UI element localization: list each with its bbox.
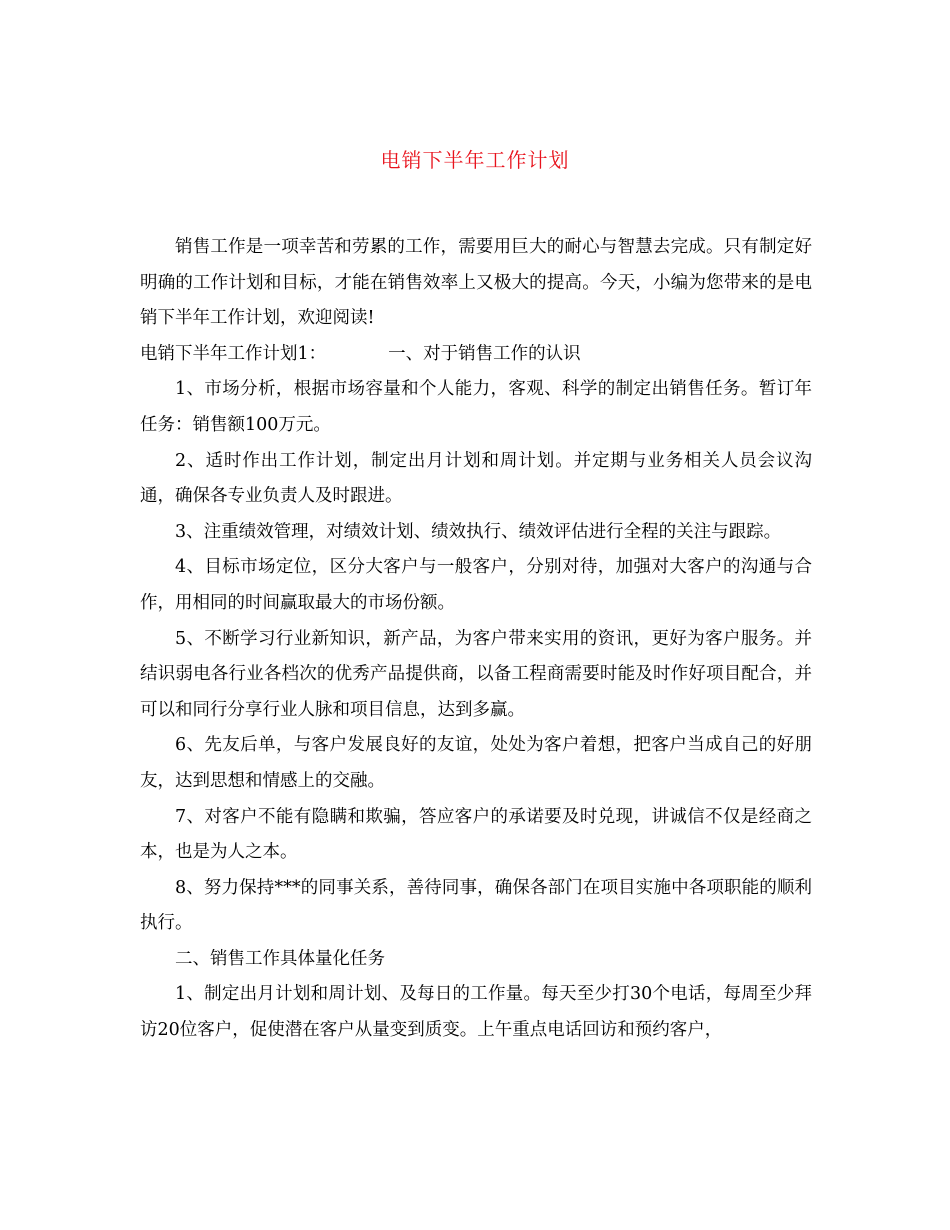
section1-item: 7、对客户不能有隐瞒和欺骗，答应客户的承诺要及时兑现，讲诚信不仅是经商之本，也是为人之本。 [140, 806, 812, 863]
section2-heading: 二、销售工作具体量化任务 [175, 948, 385, 969]
document-body [140, 230, 812, 1049]
section1-item: 5、不断学习行业新知识，新产品，为客户带来实用的资讯，更好为客户服务。并结识弱电各行业各档次的优秀产品提供商，以备工程商需要时能及时作好项目配合，并可以和同行分享行业人脉和项目信息，达到多赢。 [140, 628, 812, 720]
plan-label: 电销下半年工作计划1： [140, 343, 327, 364]
section1-heading: 一、对于销售工作的认识 [388, 343, 581, 364]
plan-heading-line [140, 337, 812, 373]
intro-paragraph: 销售工作是一项幸苦和劳累的工作，需要用巨大的耐心与智慧去完成。只有制定好明确的工作计划和目标，才能在销售效率上又极大的提高。今天，小编为您带来的是电销下半年工作计划，欢迎阅读! [140, 237, 812, 329]
section1-item: 6、先友后单，与客户发展良好的友谊，处处为客户着想，把客户当成自己的好朋友，达到思想和情感上的交融。 [140, 735, 812, 791]
section1-item: 3、注重绩效管理，对绩效计划、绩效执行、绩效评估进行全程的关注与跟踪。 [175, 521, 782, 542]
section1-item: 4、目标市场定位，区分大客户与一般客户，分别对待，加强对大客户的沟通与合作，用相同的时间赢取最大的市场份额。 [140, 557, 812, 613]
section1-item: 2、适时作出工作计划，制定出月计划和周计划。并定期与业务相关人员会议沟通，确保各专业负责人及时跟进。 [140, 450, 812, 507]
section2-item: 1、制定出月计划和周计划、及每日的工作量。每天至少打30个电话，每周至少拜访20位客户，促使潜在客户从量变到质变。上午重点电话回访和预约客户， [140, 984, 812, 1041]
section1-item: 8、努力保持***的同事关系，善待同事，确保各部门在项目实施中各项职能的顺利执行。 [140, 877, 812, 934]
document-title: 电销下半年工作计划 [380, 148, 570, 172]
section1-item: 1、市场分析，根据市场容量和个人能力，客观、科学的制定出销售任务。暂订年任务：销售额100万元。 [140, 379, 812, 435]
